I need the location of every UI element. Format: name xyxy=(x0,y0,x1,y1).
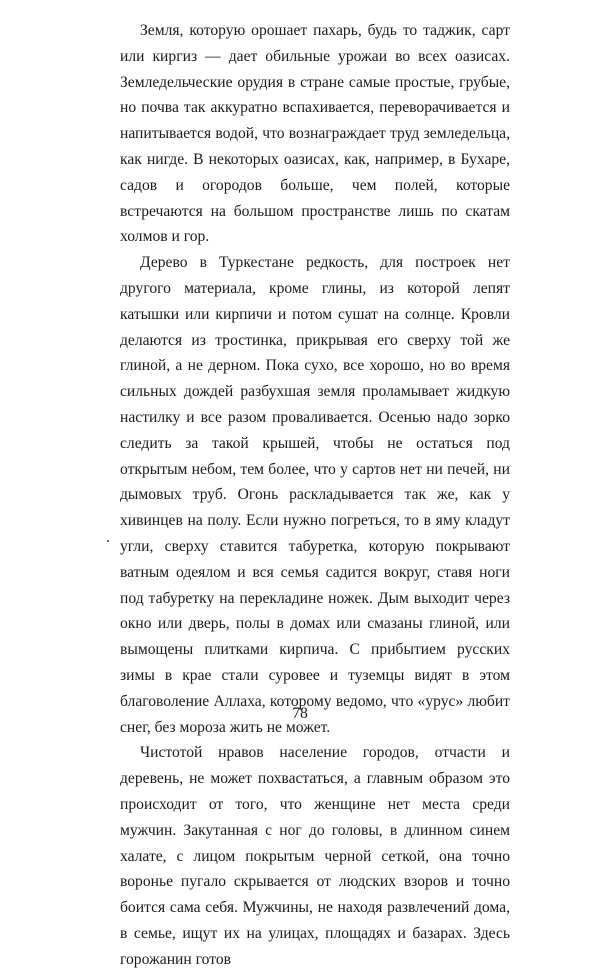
page-text xyxy=(120,18,510,972)
page-number: 78 xyxy=(292,705,308,722)
paragraph-1: Земля, которую орошает пахарь, будь то таджик, сарт или киргиз — дает обильные урожаи во всех оазисах. Земледельческие орудия в стране самые простые, грубые, но почва так аккуратно вспахивается, переворачивается и напитывается водой, что вознаграждает труд земледельца, как нигде. В некоторых оазисах, как, например, в Бухаре, садов и огородов больше, чем полей, которые встречаются на большом пространстве лишь по скатам холмов и гор. xyxy=(120,22,510,246)
paragraph-3: Чистотой нравов население городов, отчасти и деревень, не может похвастаться, а главным образом это происходит от того, что женщине нет места среди мужчин. Закутанная с ног до головы, в длинном синем халате, с лицом покрытым черной сеткой, она точно воронье пугало скрывается от людских взоров и точно боится сама себя. Мужчины, не находя развлечений дома, в семье, ищут их на улицах, площадях и базарах. Здесь горожанин готов xyxy=(120,744,510,968)
margin-dot xyxy=(107,540,109,542)
paragraph-2: Дерево в Туркестане редкость, для построек нет другого материала, кроме глины, из которой лепят катышки или кирпичи и потом сушат на солнце. Кровли делаются из тростинка, прикрывая его сверху той же глиной, а не дерном. Пока сухо, все хорошо, но во время сильных дождей разбухшая земля проламывает жидкую настилку и все разом проваливается. Осенью надо зорко следить за такой крышей, чтобы не остаться под открытым небом, тем более, что у сартов нет ни печей, ни дымовых труб. Огонь раскладывается так же, как у хивинцев на полу. Если нужно погреться, то в яму кладут угли, сверху ставится табуретка, которую покрывают ватным одеялом и вся семья садится вокруг, ставя ноги под табуретку на перекладине ножек. Дым выходит через окно или дверь, полы в домах или смазаны глиной, или вымощены плитками кирпича. С прибытием русских зимы в крае стали суровее и туземцы видят в этом благоволение Аллаха, которому ведомо, что «урус» любит снег, без мороза жить не может. xyxy=(120,254,510,736)
